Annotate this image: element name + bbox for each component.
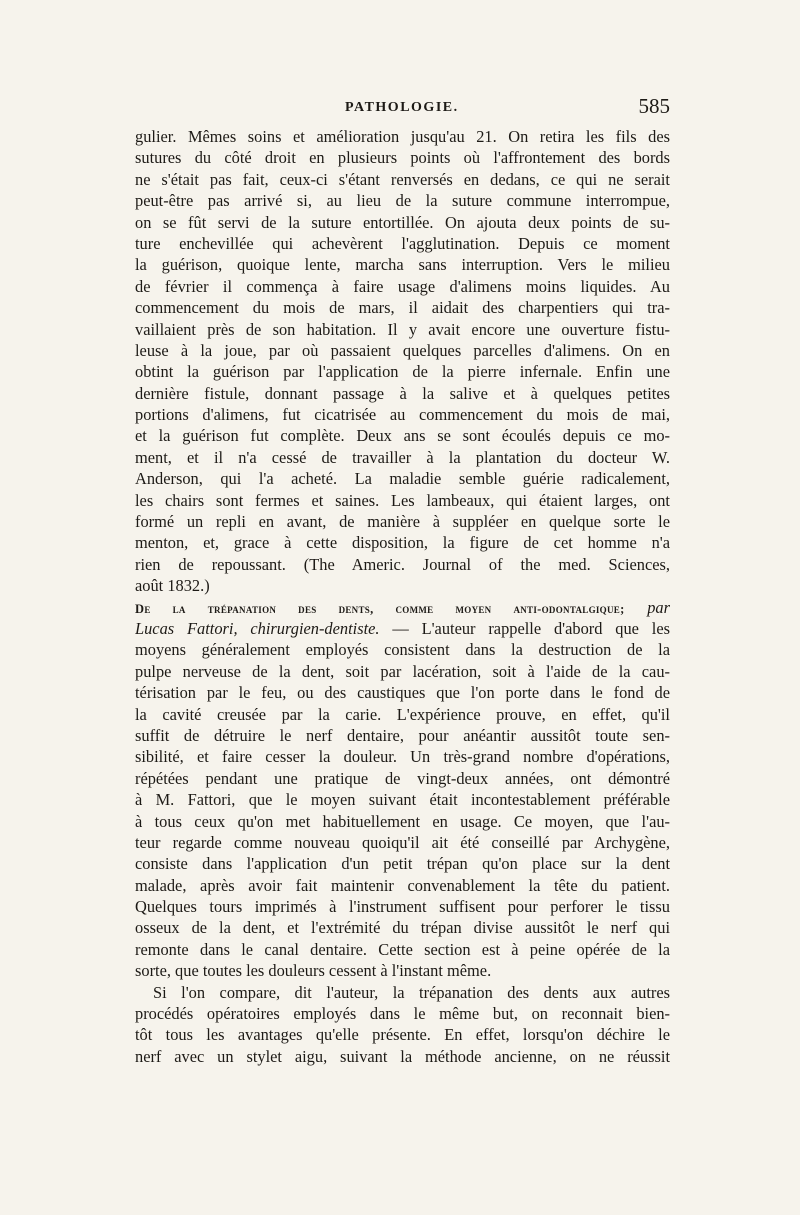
article-by: par bbox=[647, 597, 670, 617]
body-text bbox=[135, 126, 670, 1067]
text-line: nerf avec un stylet aigu, suivant la méthode ancienne, on ne réussit bbox=[135, 1046, 670, 1066]
article-title: De la trépanation des dents, comme moyen anti-odontalgique; bbox=[135, 601, 625, 616]
text-line: vaillaient près de son habitation. Il y avait encore une ouverture fistu- bbox=[135, 319, 670, 339]
article-author-line bbox=[135, 618, 670, 639]
text-line: la guérison, quoique lente, marcha sans interruption. Vers le milieu bbox=[135, 255, 670, 275]
text-line: portions d'alimens, fut cicatrisée au commencement du mois de mai, bbox=[135, 405, 670, 425]
text-line: suffit de détruire le nerf dentaire, pour anéantir aussitôt toute sen- bbox=[135, 725, 670, 745]
text-line: août 1832.) bbox=[135, 576, 210, 596]
text-line: ne s'était pas fait, ceux-ci s'étant renversés en dedans, ce qui ne serait bbox=[135, 169, 670, 189]
text-line: obtint la guérison par l'application de la pierre infernale. Enfin une bbox=[135, 362, 670, 382]
text-line: de février il commença à faire usage d'alimens moins liquides. Au bbox=[135, 276, 670, 296]
page-header bbox=[135, 94, 670, 124]
text-line: on se fût servi de la suture entortillée. On ajouta deux points de su- bbox=[135, 212, 670, 232]
text-line: — L'auteur rappelle d'abord que les bbox=[392, 618, 670, 638]
book-page bbox=[135, 94, 670, 1067]
text-line: procédés opératoires employés dans le même but, on reconnait bien- bbox=[135, 1004, 670, 1024]
text-line: Quelques tours imprimés à l'instrument suffisent pour perforer le tissu bbox=[135, 897, 670, 917]
text-line: à tous ceux qu'on met habituellement en usage. Ce moyen, que l'au- bbox=[135, 811, 670, 831]
text-line: à M. Fattori, que le moyen suivant était incontestablement préférable bbox=[135, 790, 670, 810]
text-line: remonte dans le canal dentaire. Cette section est à peine opérée de la bbox=[135, 939, 670, 959]
running-title: PATHOLOGIE. bbox=[345, 100, 459, 115]
text-line: térisation par le feu, ou des caustiques que l'on porte dans le fond de bbox=[135, 683, 670, 703]
text-line: tôt tous les avantages qu'elle présente. En effet, lorsqu'on déchire le bbox=[135, 1025, 670, 1045]
text-line: moyens généralement employés consistent dans la destruction de la bbox=[135, 640, 670, 660]
text-line: formé un repli en avant, de manière à suppléer en quelque sorte le bbox=[135, 512, 670, 532]
text-line: rien de repoussant. (The Americ. Journal of the med. Sciences, bbox=[135, 554, 670, 574]
text-line: consiste dans l'application d'un petit trépan qu'on place sur la dent bbox=[135, 854, 670, 874]
text-line: ment, et il n'a cessé de travailler à la plantation du docteur W. bbox=[135, 447, 670, 467]
text-line: Anderson, qui l'a acheté. La maladie semble guérie radicalement, bbox=[135, 469, 670, 489]
text-line: sutures du côté droit en plusieurs points où l'affrontement des bords bbox=[135, 148, 670, 168]
text-line: la cavité creusée par la carie. L'expérience prouve, en effet, qu'il bbox=[135, 704, 670, 724]
article-heading-line bbox=[135, 597, 670, 618]
text-line: ture enchevillée qui achevèrent l'agglutination. Depuis ce moment bbox=[135, 233, 670, 253]
text-line: leuse à la joue, par où passaient quelques parcelles d'alimens. On en bbox=[135, 340, 670, 360]
text-line: menton, et, grace à cette disposition, la figure de cet homme n'a bbox=[135, 533, 670, 553]
text-line: répétées pendant une pratique de vingt-deux années, ont démontré bbox=[135, 768, 670, 788]
text-line: pulpe nerveuse de la dent, soit par lacération, soit à l'aide de la cau- bbox=[135, 661, 670, 681]
text-line: gulier. Mêmes soins et amélioration jusqu'au 21. On retira les fils des bbox=[135, 127, 670, 146]
text-line: malade, après avoir fait maintenir convenablement la tête du patient. bbox=[135, 875, 670, 895]
page-number: 585 bbox=[638, 94, 670, 118]
article-author: Lucas Fattori, chirurgien-dentiste. bbox=[135, 618, 380, 638]
text-line: les chairs sont fermes et saines. Les lambeaux, qui étaient larges, ont bbox=[135, 490, 670, 510]
text-line: osseux de la dent, et l'extrémité du trépan divise aussitôt le nerf qui bbox=[135, 918, 670, 938]
text-line: teur regarde comme nouveau quoiqu'il ait été conseillé par Archygène, bbox=[135, 832, 670, 852]
text-line: et la guérison fut complète. Deux ans se sont écoulés depuis ce mo- bbox=[135, 426, 670, 446]
text-line: dernière fistule, donnant passage à la salive et à quelques petites bbox=[135, 383, 670, 403]
text-line: Si l'on compare, dit l'auteur, la trépanation des dents aux autres bbox=[153, 982, 670, 1002]
text-line: sibilité, et faire cesser la douleur. Un très-grand nombre d'opérations, bbox=[135, 747, 670, 767]
text-line: sorte, que toutes les douleurs cessent à l'instant même. bbox=[135, 961, 492, 981]
text-line: commencement du mois de mars, il aidait des charpentiers qui tra- bbox=[135, 298, 670, 318]
text-line: peut-être pas arrivé si, au lieu de la suture commune interrompue, bbox=[135, 191, 670, 211]
